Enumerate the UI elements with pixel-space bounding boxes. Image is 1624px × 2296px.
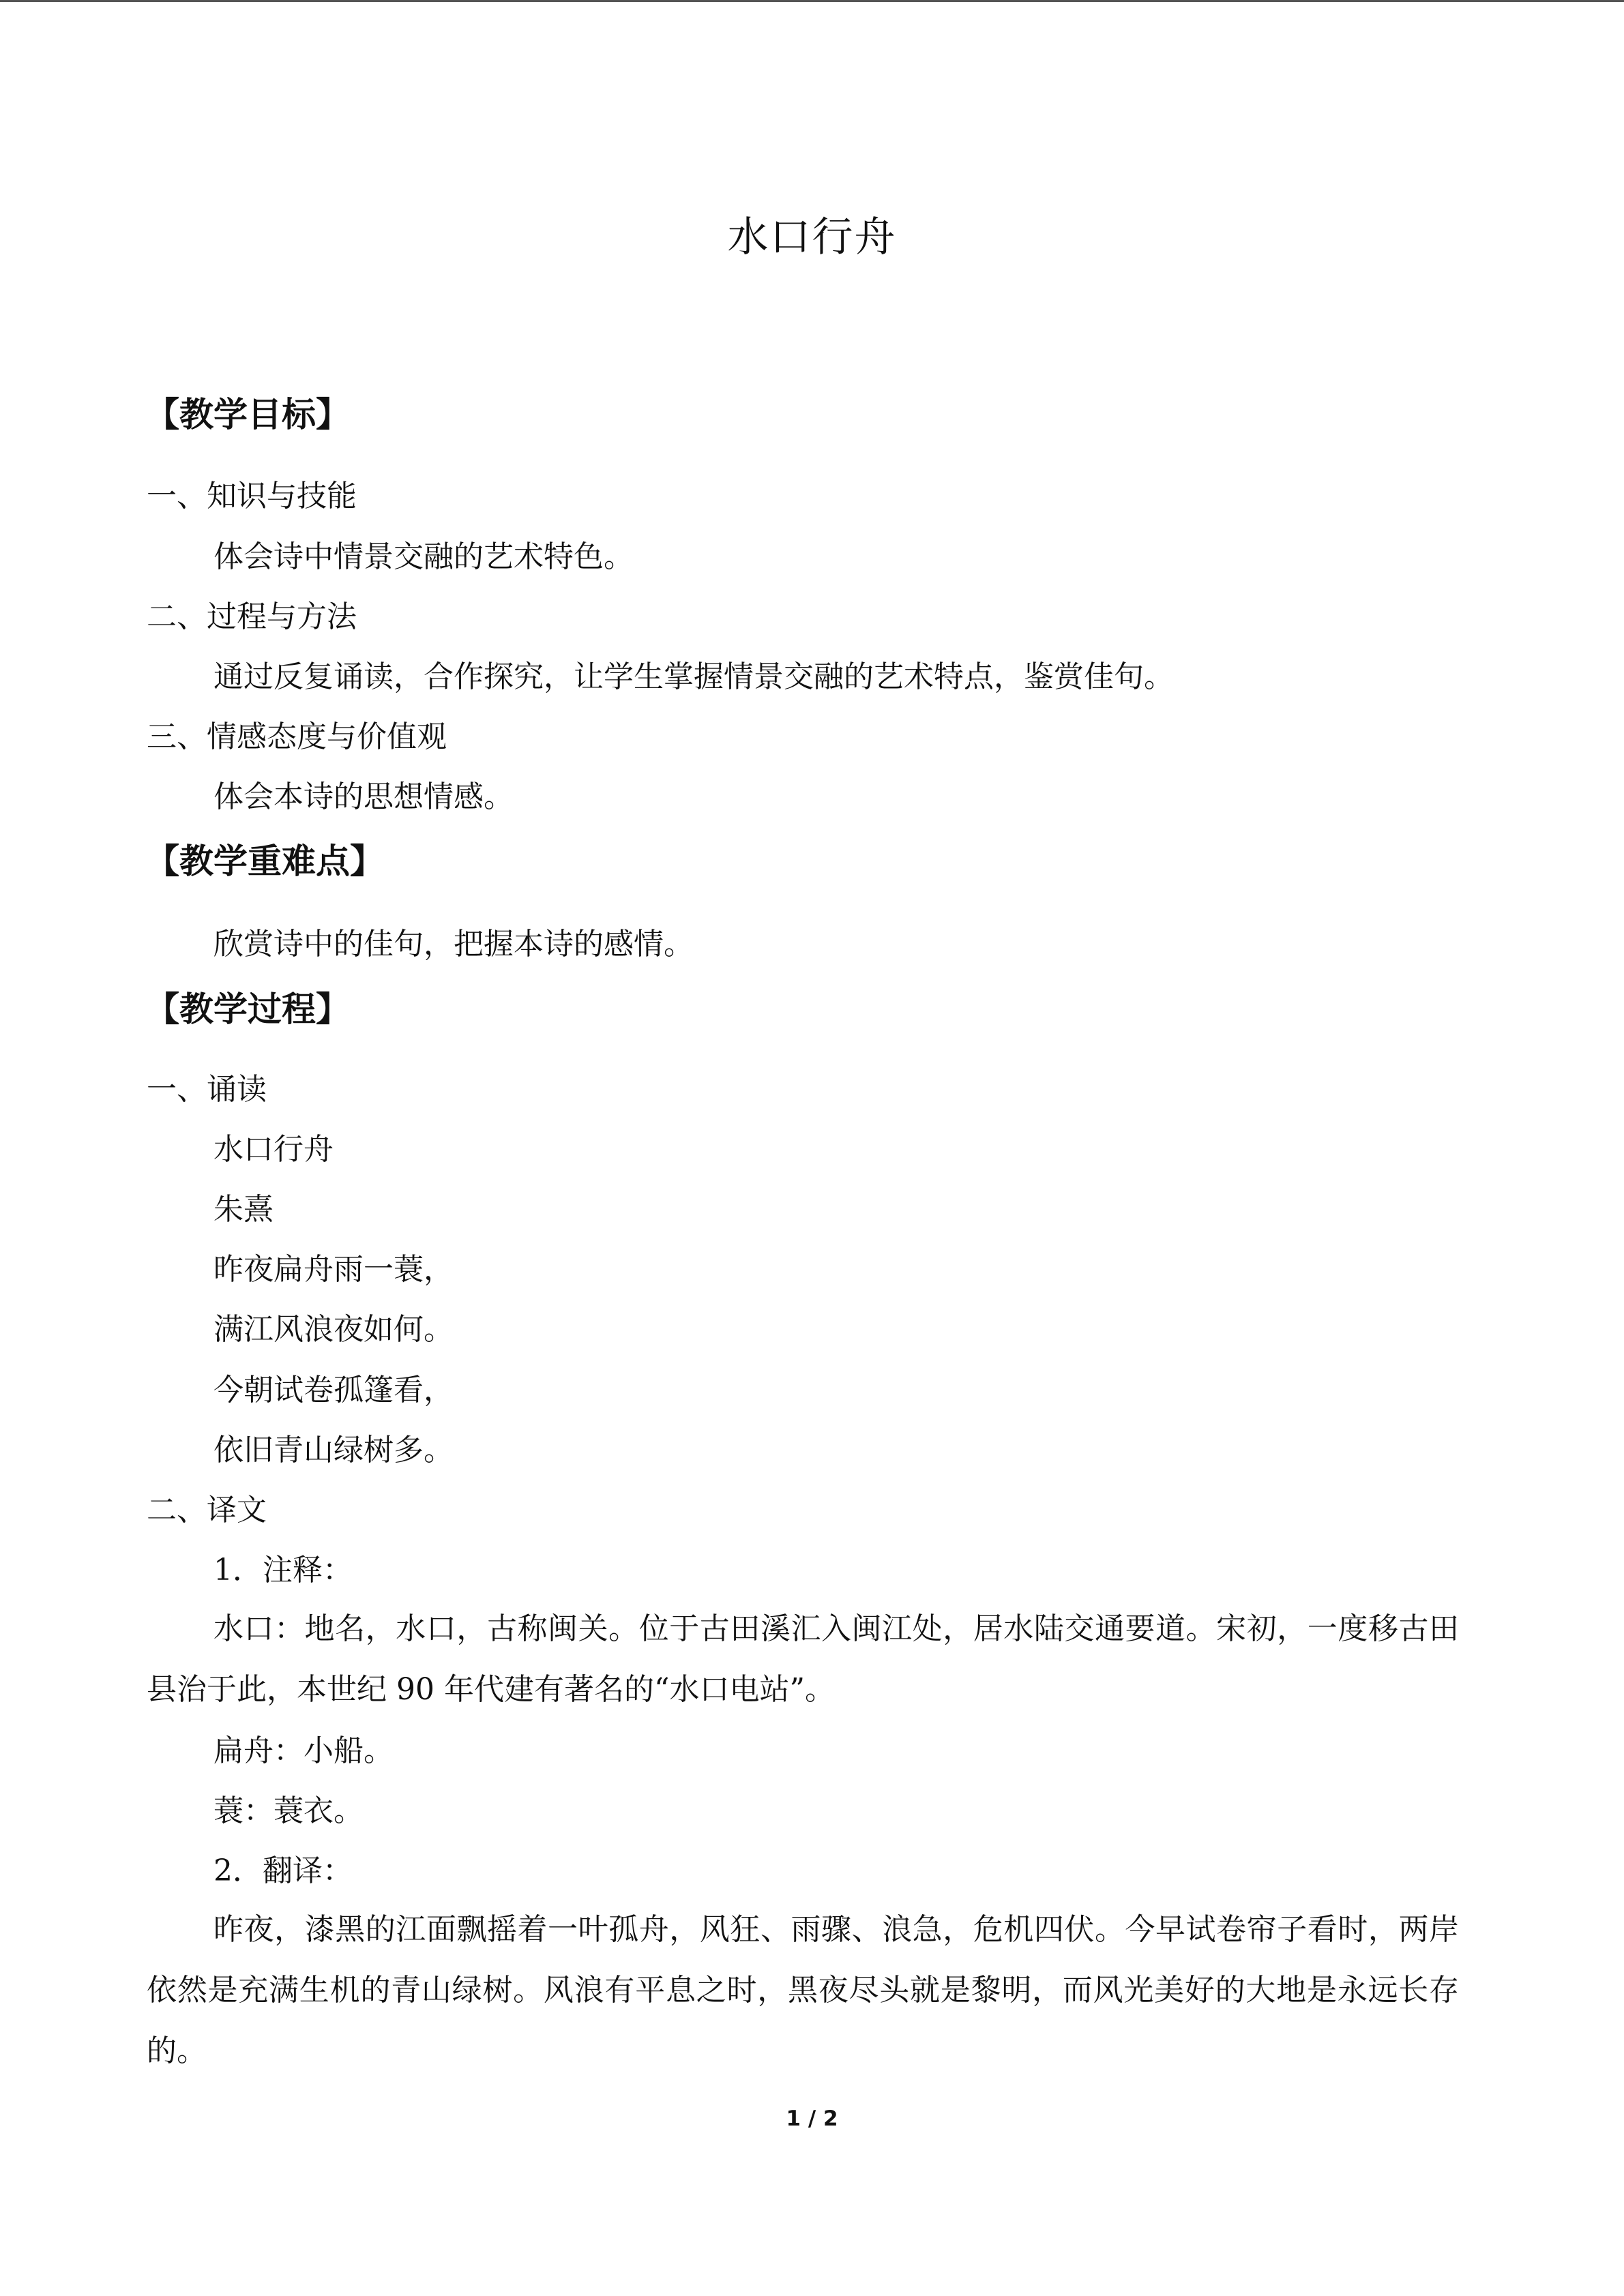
document-title: 水口行舟 [727,213,897,261]
translation-label: 2．翻译： [213,1853,353,1888]
notes-label: 1．注释： [213,1553,353,1587]
poem-line: 满江风浪夜如何。 [213,1312,454,1347]
poem-line: 今朝试卷孤篷看， [213,1373,454,1407]
objective-text-knowledge: 体会诗中情景交融的艺术特色。 [213,539,634,574]
section-heading-process: 【教学过程】 [145,989,350,1029]
section-heading-objectives: 【教学目标】 [145,395,350,434]
objective-heading-method: 二、过程与方法 [147,599,357,634]
page-number: 1 / 2 [786,2106,838,2131]
poem-author: 朱熹 [213,1192,274,1227]
objective-heading-emotion: 三、情感态度与价值观 [147,719,447,754]
keypoints-text: 欣赏诗中的佳句，把握本诗的感情。 [213,927,694,961]
process-heading-recite: 一、诵读 [147,1072,267,1107]
objective-heading-knowledge: 一、知识与技能 [147,479,357,513]
note-shuikou: 水口：地名，水口，古称闽关。位于古田溪汇入闽江处，居水陆交通要道。宋初，一度移古田县治于此，本世纪 90 年代建有著名的“水口电站”。 [147,1611,1459,1707]
poem-line: 昨夜扁舟雨一蓑， [213,1252,454,1287]
poem-line: 依旧青山绿树多。 [213,1433,454,1467]
process-heading-translation: 二、译文 [147,1493,267,1527]
note-pianzhou: 扁舟：小船。 [213,1733,394,1768]
note-suo: 蓑：蓑衣。 [213,1793,364,1828]
translation-text: 昨夜，漆黑的江面飘摇着一叶孤舟，风狂、雨骤、浪急，危机四伏。今早试卷帘子看时，两岸依然是充满生机的青山绿树。风浪有平息之时，黑夜尽头就是黎明，而风光美好的大地是永远长存的。 [147,1912,1459,2068]
objective-text-method: 通过反复诵读，合作探究，让学生掌握情景交融的艺术特点，鉴赏佳句。 [213,659,1174,694]
objective-text-emotion: 体会本诗的思想情感。 [213,779,514,814]
section-heading-keypoints: 【教学重难点】 [145,841,384,881]
poem-title: 水口行舟 [213,1132,334,1167]
